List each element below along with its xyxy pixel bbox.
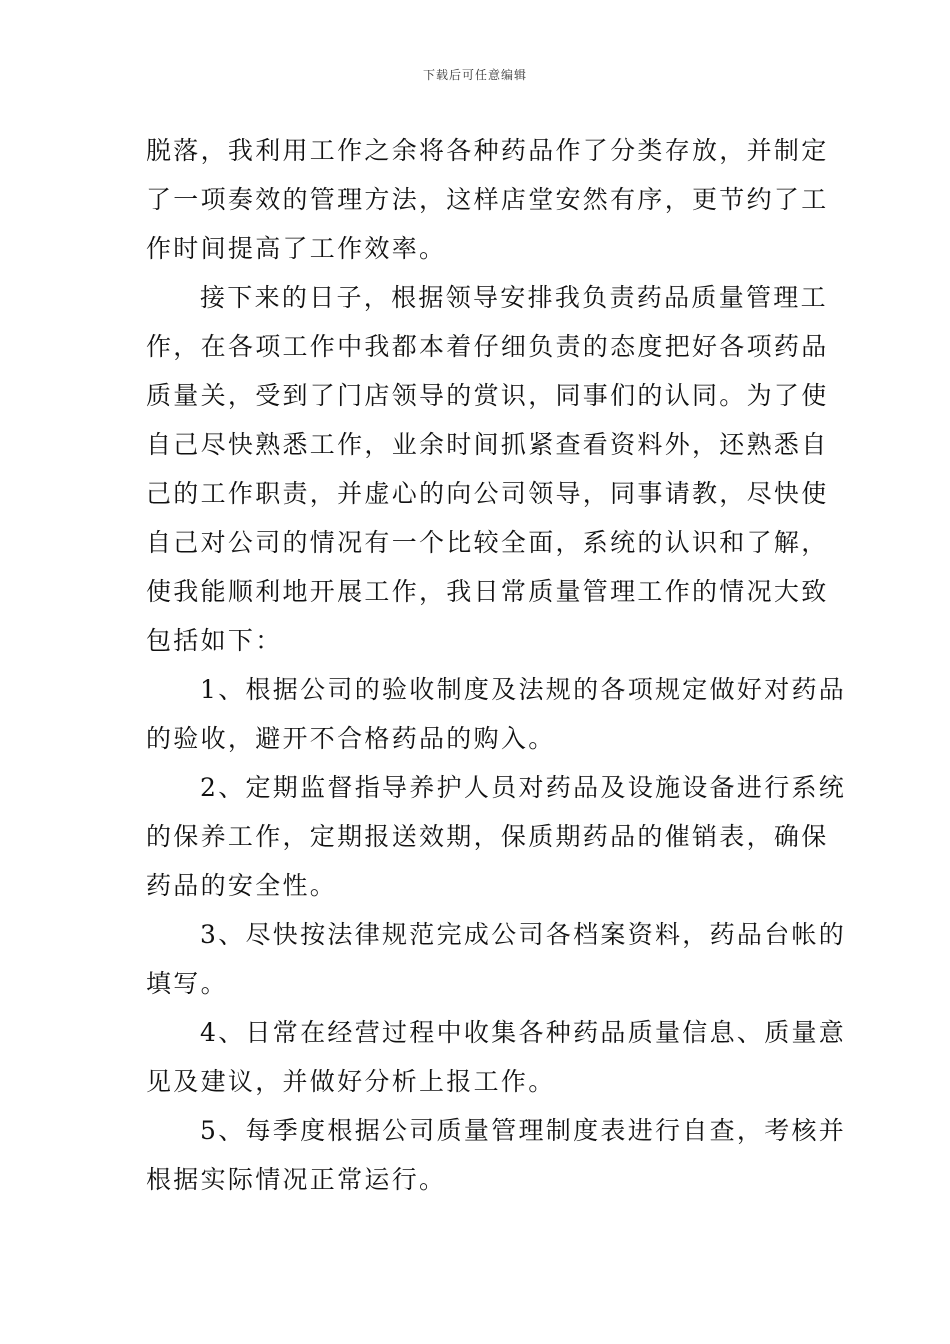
document-body bbox=[146, 126, 847, 1204]
text-line: 填写。 bbox=[146, 969, 228, 998]
text-line: 4、日常在经营过程中收集各种药品质量信息、质量意 bbox=[200, 1018, 847, 1047]
list-item-2 bbox=[146, 763, 847, 910]
text-line: 作，在各项工作中我都本着仔细负责的态度把好各项药品 bbox=[146, 332, 829, 361]
text-line: 质量关，受到了门店领导的赏识，同事们的认同。为了使 bbox=[146, 381, 829, 410]
text-line: 自己尽快熟悉工作，业余时间抓紧查看资料外，还熟悉自 bbox=[146, 430, 829, 459]
text-line: 包括如下： bbox=[146, 626, 283, 655]
list-item-5 bbox=[146, 1106, 847, 1204]
text-line: 的保养工作，定期报送效期，保质期药品的催销表，确保 bbox=[146, 822, 829, 851]
text-line: 的验收，避开不合格药品的购入。 bbox=[146, 724, 556, 753]
text-line: 接下来的日子，根据领导安排我负责药品质量管理工 bbox=[200, 283, 828, 312]
text-line: 见及建议，并做好分析上报工作。 bbox=[146, 1067, 556, 1096]
text-line: 脱落，我利用工作之余将各种药品作了分类存放，并制定 bbox=[146, 136, 829, 165]
text-line: 根据实际情况正常运行。 bbox=[146, 1165, 447, 1194]
text-line: 使我能顺利地开展工作，我日常质量管理工作的情况大致 bbox=[146, 577, 829, 606]
list-item-4 bbox=[146, 1008, 847, 1106]
text-line: 5、每季度根据公司质量管理制度表进行自查，考核并 bbox=[200, 1116, 847, 1145]
text-line: 药品的安全性。 bbox=[146, 871, 338, 900]
header-note: 下载后可任意编辑 bbox=[422, 68, 527, 82]
text-line: 自己对公司的情况有一个比较全面，系统的认识和了解， bbox=[146, 528, 829, 557]
list-item-1 bbox=[146, 665, 847, 763]
text-line: 2、定期监督指导养护人员对药品及设施设备进行系统 bbox=[200, 773, 847, 802]
text-line: 己的工作职责，并虚心的向公司领导，同事请教，尽快使 bbox=[146, 479, 829, 508]
text-line: 作时间提高了工作效率。 bbox=[146, 234, 447, 263]
text-line: 1、根据公司的验收制度及法规的各项规定做好对药品 bbox=[200, 675, 847, 704]
text-line: 了一项奏效的管理方法，这样店堂安然有序，更节约了工 bbox=[146, 185, 829, 214]
paragraph-2 bbox=[146, 273, 829, 665]
list-item-3 bbox=[146, 910, 847, 1008]
text-line: 3、尽快按法律规范完成公司各档案资料，药品台帐的 bbox=[200, 920, 847, 949]
paragraph-1 bbox=[146, 126, 829, 273]
